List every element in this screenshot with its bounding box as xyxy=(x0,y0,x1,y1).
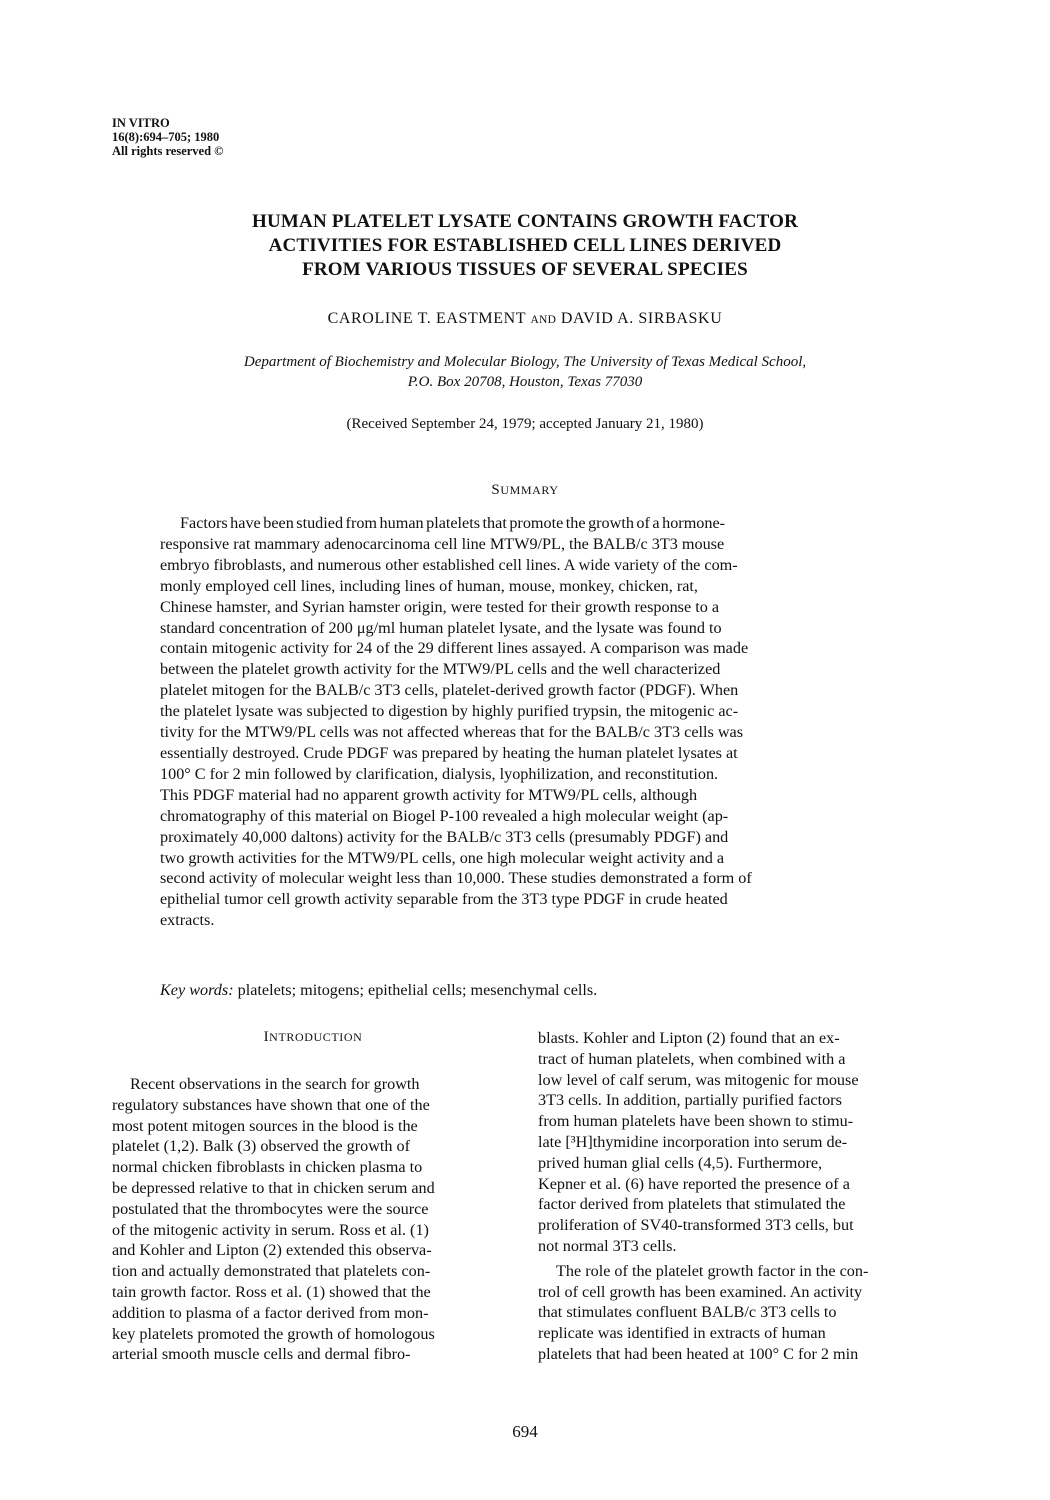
paper-title xyxy=(150,210,900,282)
introduction-right-column xyxy=(538,1028,942,1365)
summary-line: 100° C for 2 min followed by clarification, dialysis, lyophilization, and reconstitution. xyxy=(160,764,719,783)
intro-text-line: not normal 3T3 cells. xyxy=(538,1236,677,1255)
summary-line: essentially destroyed. Crude PDGF was prepared by heating the human platelet lysates at xyxy=(160,743,738,762)
summary-line: platelet mitogen for the BALB/c 3T3 cells, platelet-derived growth factor (PDGF). When xyxy=(160,681,739,700)
intro-text-line: late [³H]thymidine incorporation into serum de- xyxy=(538,1132,848,1151)
summary-heading xyxy=(150,482,900,499)
summary-line: standard concentration of 200 μg/ml human platelet lysate, and the lysate was found to xyxy=(160,618,722,637)
intro-text-line: tract of human platelets, when combined with a xyxy=(538,1049,846,1068)
summary-line: This PDGF material had no apparent growth activity for MTW9/PL cells, although xyxy=(160,785,698,804)
intro-text-line: The role of the platelet growth factor in the con- xyxy=(556,1261,869,1280)
keywords-text: platelets; mitogens; epithelial cells; mesenchymal cells. xyxy=(233,981,598,999)
summary-line: the platelet lysate was subjected to digestion by highly purified trypsin, the mitogenic ac- xyxy=(160,702,739,721)
intro-text-line: postulated that the thrombocytes were the source xyxy=(112,1199,429,1218)
journal-volume: 16(8):694–705; 1980 xyxy=(112,130,220,144)
summary-heading-rest: UMMARY xyxy=(500,483,559,497)
summary-line: tivity for the MTW9/PL cells was not affected whereas that for the BALB/c 3T3 cells was xyxy=(160,723,744,742)
intro-text-line: trol of cell growth has been examined. An activity xyxy=(538,1282,863,1301)
journal-rights: All rights reserved © xyxy=(112,144,224,158)
affiliation-line: Department of Biochemistry and Molecular Biology, The University of Texas Medical School, xyxy=(243,354,807,370)
affiliation-line: P.O. Box 20708, Houston, Texas 77030 xyxy=(407,374,643,390)
intro-text-line: tion and actually demonstrated that platelets con- xyxy=(112,1262,431,1281)
journal-name: IN VITRO xyxy=(112,116,170,130)
received-dates: (Received September 24, 1979; accepted January 21, 1980) xyxy=(346,416,704,432)
intro-text-line: Kepner et al. (6) have reported the presence of a xyxy=(538,1174,850,1193)
intro-text-line: addition to plasma of a factor derived from mon- xyxy=(112,1303,429,1322)
intro-text-line: of the mitogenic activity in serum. Ross et al. (1) xyxy=(112,1220,429,1239)
intro-text-line: tain growth factor. Ross et al. (1) showed that the xyxy=(112,1282,431,1301)
affiliation xyxy=(140,352,910,392)
intro-text-line: key platelets promoted the growth of homologous xyxy=(112,1324,435,1343)
intro-text-line: from human platelets have been shown to stimu- xyxy=(538,1112,854,1131)
journal-citation xyxy=(112,116,224,158)
title-line: ACTIVITIES FOR ESTABLISHED CELL LINES DERIVED xyxy=(268,235,782,256)
intro-text-line: arterial smooth muscle cells and dermal fibro- xyxy=(112,1345,411,1364)
intro-text-line: Recent observations in the search for growth xyxy=(130,1075,420,1093)
intro-text-line: factor derived from platelets that stimulated the xyxy=(538,1195,846,1214)
intro-text-line: be depressed relative to that in chicken serum and xyxy=(112,1178,435,1197)
summary-heading-initial: S xyxy=(491,482,501,498)
introduction-heading-rest: NTRODUCTION xyxy=(269,1030,363,1044)
keywords xyxy=(160,981,893,1000)
author-name: CAROLINE T. EASTMENT xyxy=(327,310,526,327)
page-number: 694 xyxy=(512,1422,538,1441)
intro-text-line: proliferation of SV40-transformed 3T3 cells, but xyxy=(538,1216,854,1235)
author-name: DAVID A. SIRBASKU xyxy=(560,310,723,327)
summary-line: Factors have been studied from human platelets that promote the growth of a hormone- xyxy=(180,514,726,532)
summary-line: two growth activities for the MTW9/PL cells, one high molecular weight activity and a xyxy=(160,848,725,867)
summary-line: embryo fibroblasts, and numerous other established cell lines. A wide variety of the com- xyxy=(160,555,738,574)
summary-line: contain mitogenic activity for 24 of the 29 different lines assayed. A comparison was made xyxy=(160,639,749,658)
author-conjunction: AND xyxy=(530,314,557,326)
introduction-left-column xyxy=(112,1074,516,1365)
summary-line: between the platelet growth activity for the MTW9/PL cells and the well characterized xyxy=(160,660,721,679)
summary-line: second activity of molecular weight less than 10,000. These studies demonstrated a form of xyxy=(160,869,752,888)
intro-text-line: normal chicken fibroblasts in chicken plasma to xyxy=(112,1158,423,1177)
intro-text-line: regulatory substances have shown that one of the xyxy=(112,1095,430,1114)
keywords-label: Key words: xyxy=(160,981,234,999)
intro-text-line: and Kohler and Lipton (2) extended this observa- xyxy=(112,1241,432,1260)
summary-line: responsive rat mammary adenocarcinoma cell line MTW9/PL, the BALB/c 3T3 mouse xyxy=(160,534,725,553)
summary-line: epithelial tumor cell growth activity separable from the 3T3 type PDGF in crude heated xyxy=(160,890,728,909)
summary-line: proximately 40,000 daltons) activity for the BALB/c 3T3 cells (presumably PDGF) and xyxy=(160,827,729,846)
intro-text-line: low level of calf serum, was mitogenic for mouse xyxy=(538,1070,859,1089)
intro-text-line: most potent mitogen sources in the blood is the xyxy=(112,1116,418,1135)
intro-text-line: 3T3 cells. In addition, partially purified factors xyxy=(538,1091,842,1110)
summary-body xyxy=(160,513,893,931)
intro-text-line: platelets that had been heated at 100° C for 2 min xyxy=(538,1344,859,1363)
intro-text-line: replicate was identified in extracts of human xyxy=(538,1324,826,1343)
summary-line: chromatography of this material on Biogel P-100 revealed a high molecular weight (ap- xyxy=(160,806,729,825)
introduction-heading-initial: I xyxy=(263,1029,270,1045)
summary-line: Chinese hamster, and Syrian hamster origin, were tested for their growth response to a xyxy=(160,597,720,616)
intro-text-line: platelet (1,2). Balk (3) observed the growth of xyxy=(112,1137,411,1156)
intro-text-line: prived human glial cells (4,5). Furthermore, xyxy=(538,1153,823,1172)
intro-text-line: blasts. Kohler and Lipton (2) found that an ex- xyxy=(538,1029,840,1047)
intro-text-line: that stimulates confluent BALB/c 3T3 cells to xyxy=(538,1303,837,1322)
title-line: HUMAN PLATELET LYSATE CONTAINS GROWTH FACTOR xyxy=(252,211,798,232)
summary-line: monly employed cell lines, including lines of human, mouse, monkey, chicken, rat, xyxy=(160,576,698,595)
author-list xyxy=(150,310,900,328)
summary-line: extracts. xyxy=(160,911,215,930)
introduction-heading xyxy=(112,1029,514,1046)
title-line: FROM VARIOUS TISSUES OF SEVERAL SPECIES xyxy=(302,259,748,280)
